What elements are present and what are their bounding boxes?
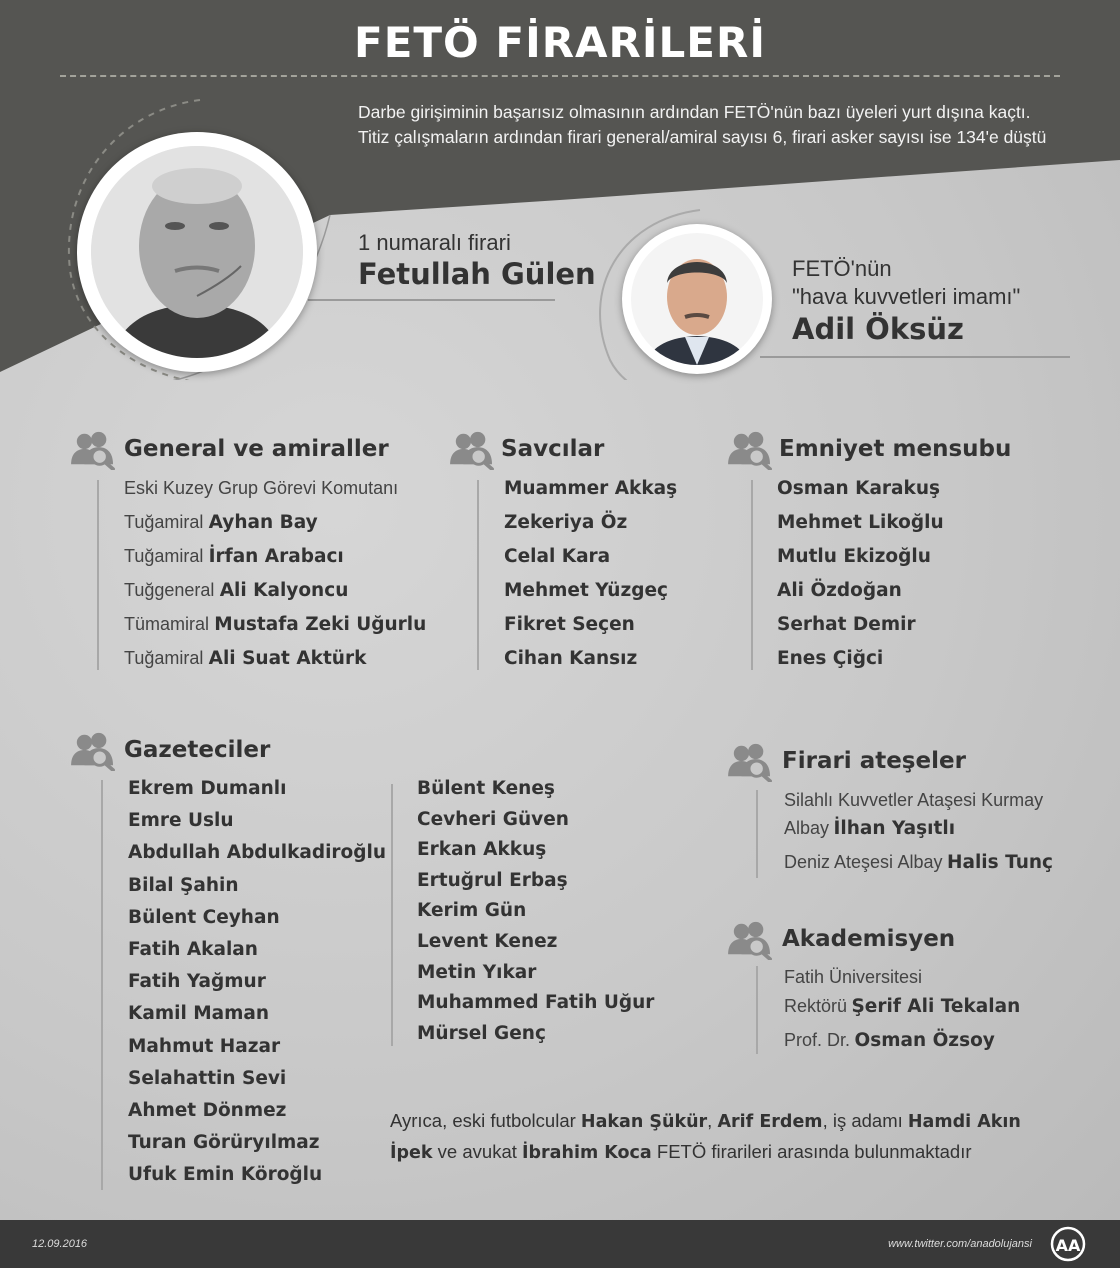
list-item: Selahattin Sevi xyxy=(128,1067,287,1089)
featured-1-subtitle: 1 numaralı firari xyxy=(358,230,511,255)
attache-line3: Deniz Ateşesi Albay Halis Tunç xyxy=(784,852,1053,873)
list-item: Ufuk Emin Köroğlu xyxy=(128,1164,323,1186)
section-divider xyxy=(101,780,103,1190)
attache-line2: Albay İlhan Yaşıtlı xyxy=(784,818,956,839)
portrait-oksuz-image xyxy=(631,233,763,365)
people-search-icon xyxy=(727,920,773,960)
people-search-icon xyxy=(70,430,116,470)
list-item: Ekrem Dumanlı xyxy=(128,778,287,799)
list-item: Turan Görüryılmaz xyxy=(128,1132,320,1154)
list-item: Levent Kenez xyxy=(417,930,558,952)
list-item: Mahmut Hazar xyxy=(128,1035,281,1057)
list-item: Cihan Kansız xyxy=(504,648,638,669)
list-item: Fatih Akalan xyxy=(128,938,258,960)
list-item: Mehmet Likoğlu xyxy=(777,512,944,533)
photo-gulen xyxy=(91,146,303,358)
list-item: Mutlu Ekizoğlu xyxy=(777,546,931,567)
list-item: Serhat Demir xyxy=(777,614,916,635)
list-item: Osman Karakuş xyxy=(777,478,941,499)
page-title: FETÖ FİRARİLERİ xyxy=(354,18,766,67)
list-item: Fikret Seçen xyxy=(504,614,635,635)
list-item: Muammer Akkaş xyxy=(504,478,678,499)
list-item: Ahmet Dönmez xyxy=(128,1099,287,1121)
section-title-police: Emniyet mensubu xyxy=(779,436,1012,462)
section-divider xyxy=(97,480,99,670)
people-search-icon xyxy=(70,731,116,771)
section-divider xyxy=(756,966,758,1054)
section-title-generals: General ve amiraller xyxy=(124,436,389,462)
featured-2-name: Adil Öksüz xyxy=(792,312,964,346)
list-item: Emre Uslu xyxy=(128,810,234,832)
list-item: Mürsel Genç xyxy=(417,1022,546,1044)
section-divider xyxy=(391,784,393,1046)
list-item: Tuğamiral İrfan Arabacı xyxy=(124,546,344,567)
list-item: Zekeriya Öz xyxy=(504,512,628,533)
list-item: Tuğgeneral Ali Kalyoncu xyxy=(124,580,349,601)
people-search-icon xyxy=(727,430,773,470)
academic-line3: Prof. Dr. Osman Özsoy xyxy=(784,1030,995,1051)
section-divider xyxy=(751,480,753,670)
list-item: Bülent Keneş xyxy=(417,778,555,799)
list-item: Bilal Şahin xyxy=(128,874,239,896)
footer xyxy=(0,1220,1120,1268)
list-item: Abdullah Abdulkadiroğlu xyxy=(128,842,387,864)
list-item: Tuğamiral Ali Suat Aktürk xyxy=(124,648,367,669)
title-divider xyxy=(60,75,1060,77)
list-item: Kamil Maman xyxy=(128,1003,270,1025)
academic-line1: Fatih Üniversitesi xyxy=(784,967,923,987)
list-item: Tuğamiral Ayhan Bay xyxy=(124,512,318,533)
list-item: Fatih Yağmur xyxy=(128,971,266,993)
featured-1-name: Fetullah Gülen xyxy=(358,257,596,291)
portrait-gulen-image xyxy=(91,146,303,358)
list-item: Eski Kuzey Grup Görevi Komutanı xyxy=(124,478,399,498)
list-item: Tümamiral Mustafa Zeki Uğurlu xyxy=(124,614,427,635)
featured-2-subtitle-line1: FETÖ'nün xyxy=(792,256,892,281)
list-item: Erkan Akkuş xyxy=(417,839,547,861)
journalists-list-col1 xyxy=(128,778,386,1196)
list-item: Ertuğrul Erbaş xyxy=(417,869,568,891)
list-item: Bülent Ceyhan xyxy=(128,906,280,928)
section-divider xyxy=(477,480,479,670)
list-item: Ali Özdoğan xyxy=(777,580,902,601)
section-title-prosecutors: Savcılar xyxy=(501,436,605,462)
intro-text: Darbe girişiminin başarısız olmasının ardından FETÖ'nün bazı üyeleri yurt dışına kaçtı. Titiz çalışmaların ardından firari general/amiral sayısı 6, firari asker sayısı ise 134'e düştü xyxy=(358,102,1047,147)
footer-date: 12.09.2016 xyxy=(32,1238,88,1250)
list-item: Kerim Gün xyxy=(417,900,527,922)
prosecutors-list xyxy=(504,478,677,682)
list-item: Enes Çiğci xyxy=(777,648,884,669)
attache-line1: Silahlı Kuvvetler Ataşesi Kurmay xyxy=(784,790,1044,810)
photo-frame-oksuz xyxy=(622,224,772,374)
list-item: Cevheri Güven xyxy=(417,808,569,830)
list-item: Celal Kara xyxy=(504,546,611,567)
people-search-icon xyxy=(449,430,495,470)
footer-twitter-link[interactable]: www.twitter.com/anadolujansi xyxy=(888,1238,1032,1250)
photo-oksuz xyxy=(631,233,763,365)
section-title-journalists: Gazeteciler xyxy=(124,737,271,763)
list-item: Muhammed Fatih Uğur xyxy=(417,992,655,1014)
bottom-note: Ayrıca, eski futbolcular Hakan Şükür, Arif Erdem, iş adamı Hamdi Akın İpek ve avukat İbrahim Koca FETÖ firarileri arasında bulunmaktadır xyxy=(390,1110,1021,1163)
anadolu-agency-logo-icon xyxy=(1048,1226,1088,1262)
section-title-academic: Akademisyen xyxy=(782,926,956,952)
journalists-list-col2 xyxy=(417,778,654,1053)
section-divider xyxy=(756,790,758,878)
police-list xyxy=(777,478,944,682)
section-title-attaches: Firari ateşeler xyxy=(782,748,966,774)
photo-frame-gulen xyxy=(77,132,317,372)
academic-line2: Rektörü Şerif Ali Tekalan xyxy=(784,996,1021,1017)
svg-text:AA: AA xyxy=(1055,1236,1081,1255)
list-item: Mehmet Yüzgeç xyxy=(504,580,668,601)
list-item: Metin Yıkar xyxy=(417,961,537,983)
people-search-icon xyxy=(727,742,773,782)
featured-2-subtitle-line2: "hava kuvvetleri imamı" xyxy=(792,284,1021,309)
generals-list xyxy=(124,478,426,682)
